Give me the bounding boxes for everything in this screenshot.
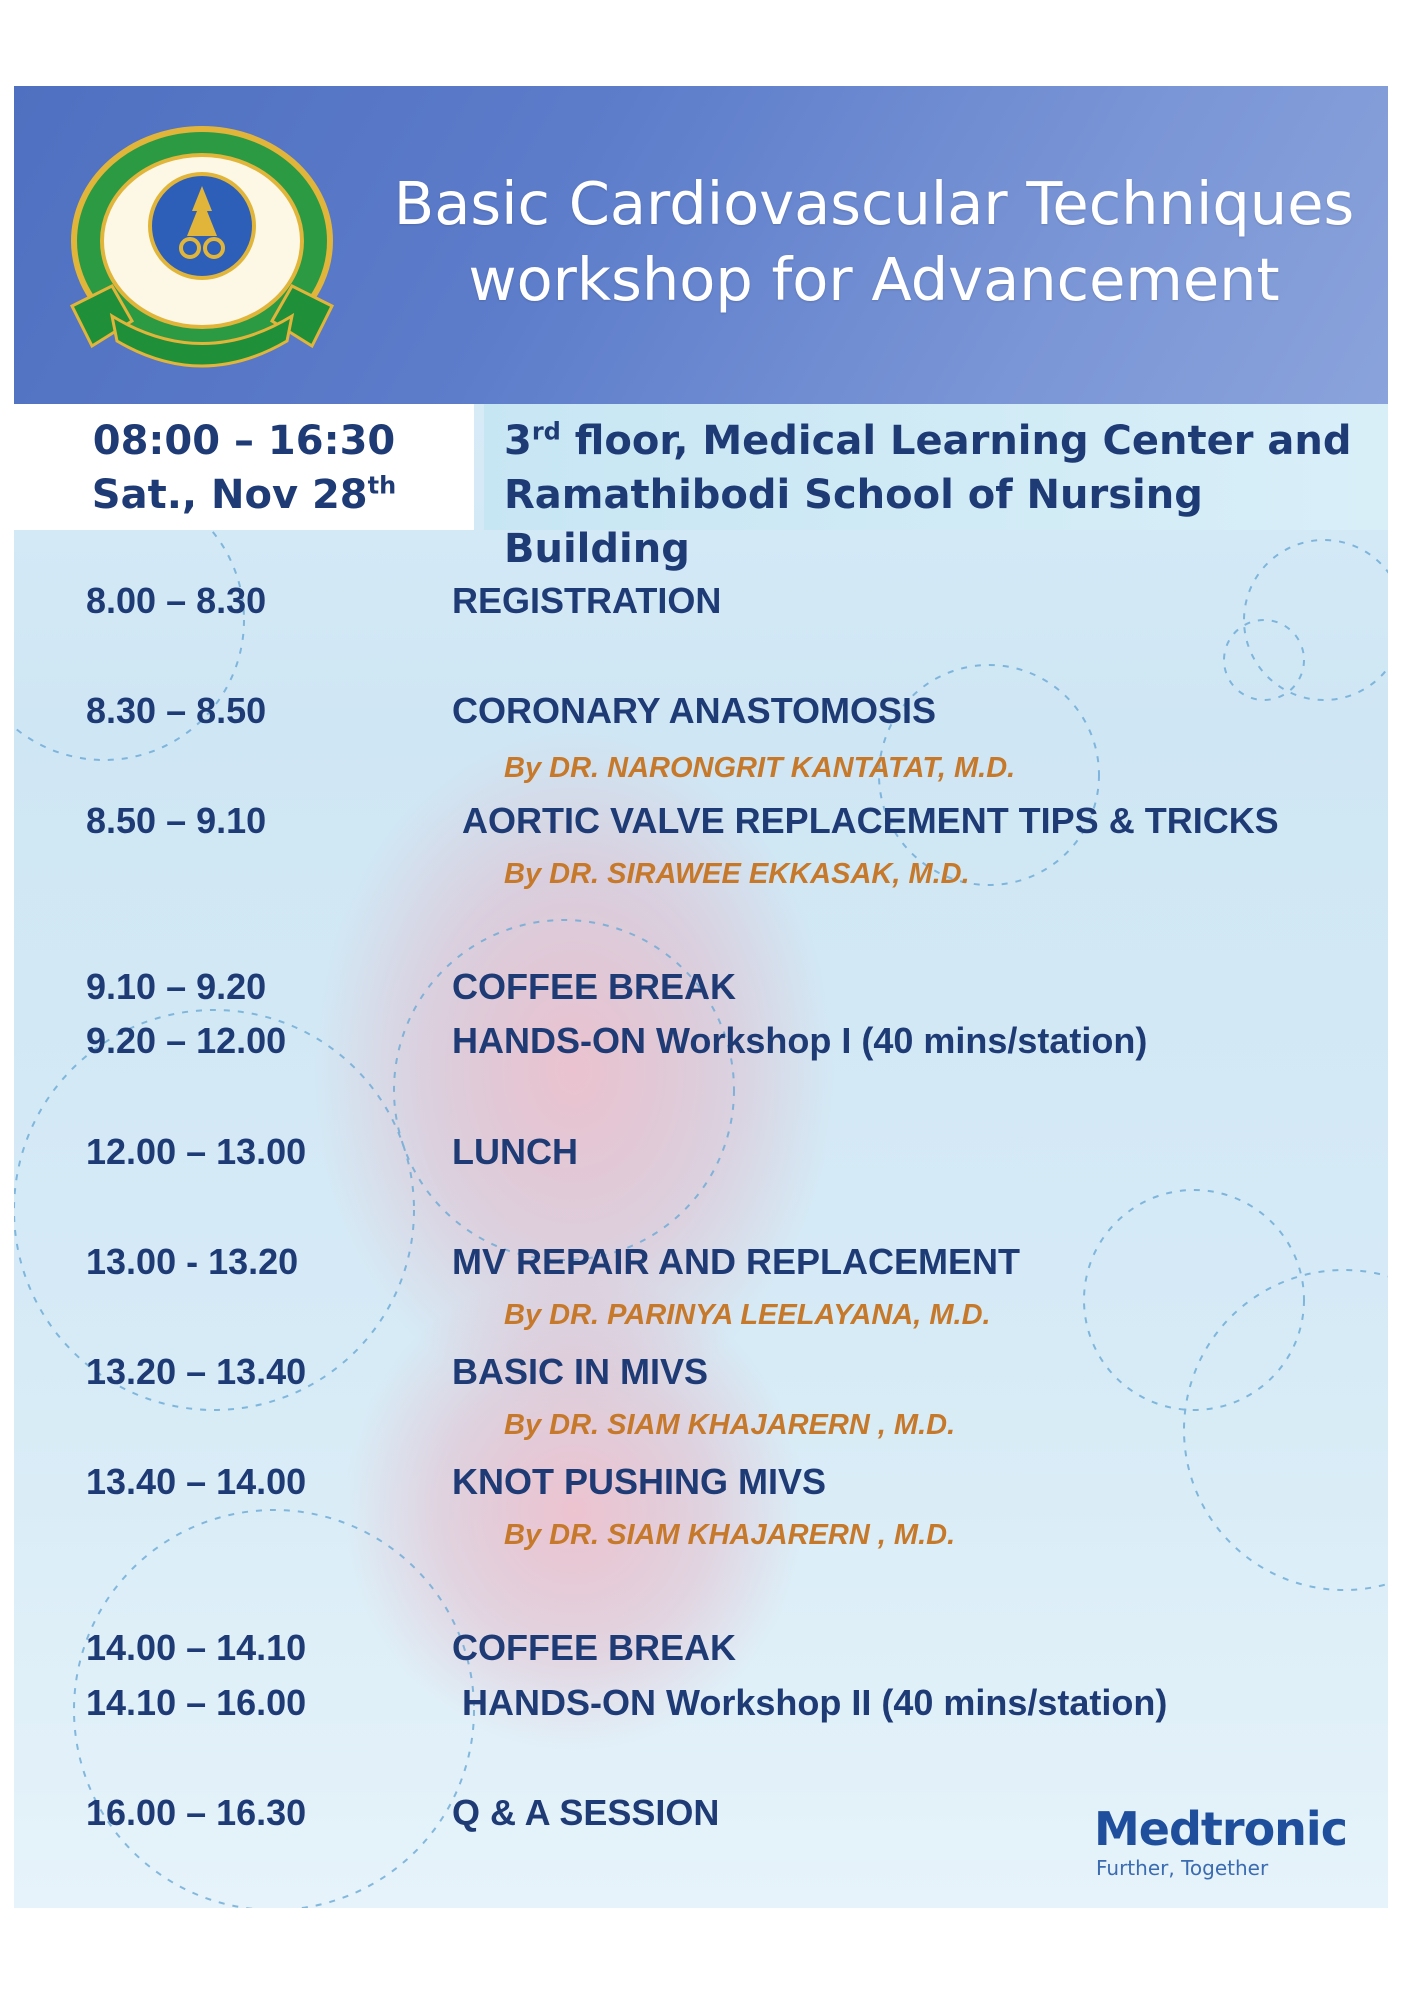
schedule-activity: Q & A SESSION xyxy=(452,1792,720,1833)
schedule-time: 16.00 – 16.30 xyxy=(86,1792,307,1833)
title-line-1: Basic Cardiovascular Techniques xyxy=(393,169,1355,238)
schedule-activity: BASIC IN MIVS xyxy=(452,1351,709,1392)
schedule-activity: AORTIC VALVE REPLACEMENT TIPS & TRICKS xyxy=(462,800,1279,841)
schedule-activity: KNOT PUSHING MIVS xyxy=(452,1461,827,1502)
poster xyxy=(14,86,1388,1908)
schedule-speaker: By DR. SIAM KHAJARERN , M.D. xyxy=(504,1409,956,1441)
schedule-activity: HANDS-ON Workshop I (40 mins/station) xyxy=(452,1020,1148,1061)
sponsor-tagline: Further, Together xyxy=(1096,1856,1269,1880)
event-venue xyxy=(484,404,1388,572)
schedule-time: 13.40 – 14.00 xyxy=(86,1461,307,1502)
schedule-time: 8.30 – 8.50 xyxy=(86,690,267,731)
schedule-time: 8.00 – 8.30 xyxy=(86,580,267,621)
schedule-time: 13.20 – 13.40 xyxy=(86,1351,307,1392)
schedule-activity: CORONARY ANASTOMOSIS xyxy=(452,690,937,731)
university-seal-icon xyxy=(52,116,352,386)
schedule-speaker: By DR. NARONGRIT KANTATAT, M.D. xyxy=(504,752,1016,784)
schedule-time: 14.00 – 14.10 xyxy=(86,1627,307,1668)
schedule-activity: REGISTRATION xyxy=(452,580,722,621)
header-band xyxy=(14,86,1388,404)
sponsor-logo: Medtronic xyxy=(1094,1802,1347,1856)
schedule-time: 12.00 – 13.00 xyxy=(86,1131,307,1172)
schedule-speaker: By DR. SIRAWEE EKKASAK, M.D. xyxy=(504,858,970,890)
schedule-activity: COFFEE BREAK xyxy=(452,1627,737,1668)
event-date xyxy=(14,468,474,522)
schedule-time: 9.20 – 12.00 xyxy=(86,1020,287,1061)
event-time-range: 08:00 – 16:30 xyxy=(92,418,396,464)
schedule-activity: MV REPAIR AND REPLACEMENT xyxy=(452,1241,1021,1282)
event-date-suffix: th xyxy=(367,471,397,500)
venue-line-1 xyxy=(504,414,1388,468)
event-time-date xyxy=(14,404,474,530)
venue-floor-suffix: rd xyxy=(531,417,561,446)
schedule-time: 14.10 – 16.00 xyxy=(86,1682,307,1723)
venue-floor-rest: floor, Medical Learning Center and xyxy=(560,418,1352,464)
schedule-activity: COFFEE BREAK xyxy=(452,966,737,1007)
schedule-activity: HANDS-ON Workshop II (40 mins/station) xyxy=(462,1682,1168,1723)
event-date-text: Sat., Nov 28 xyxy=(91,472,368,518)
schedule-time: 9.10 – 9.20 xyxy=(86,966,267,1007)
venue-floor-number: 3 xyxy=(504,418,532,464)
title-line-2: workshop for Advancement xyxy=(468,245,1280,314)
page-title xyxy=(374,166,1374,318)
schedule-time: 13.00 - 13.20 xyxy=(86,1241,299,1282)
schedule-speaker: By DR. SIAM KHAJARERN , M.D. xyxy=(504,1519,956,1551)
schedule-time: 8.50 – 9.10 xyxy=(86,800,267,841)
schedule-speaker: By DR. PARINYA LEELAYANA, M.D. xyxy=(504,1299,991,1331)
venue-building: Ramathibodi School of Nursing Building xyxy=(504,472,1203,572)
schedule-activity: LUNCH xyxy=(452,1131,578,1172)
